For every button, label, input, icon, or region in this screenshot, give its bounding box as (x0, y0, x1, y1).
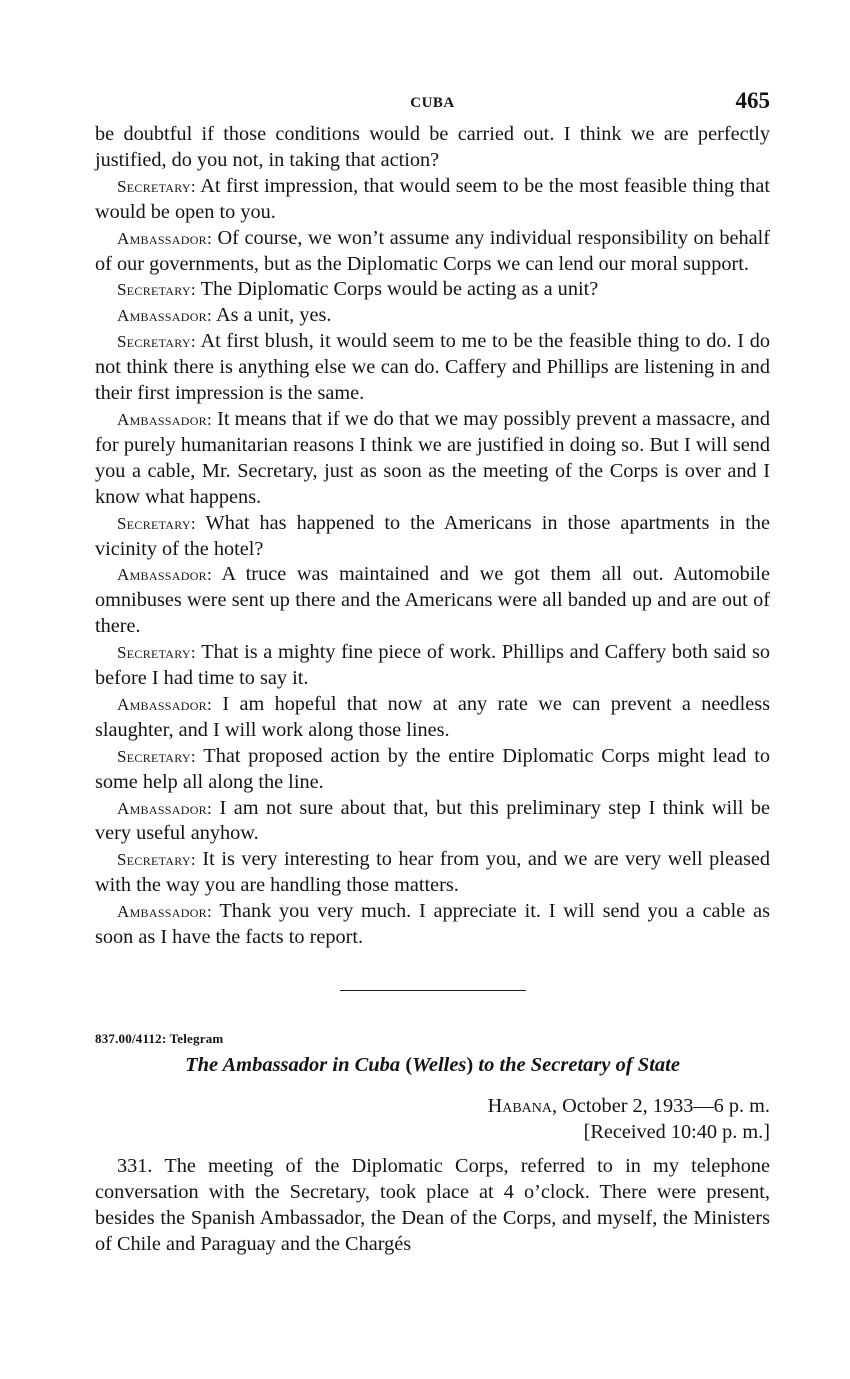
paragraph-text: That is a mighty fine piece of work. Phillips and Caffery both said so before I had time to say it. (95, 641, 770, 690)
paragraph-text: As a unit, yes. (212, 304, 332, 327)
transcript-paragraph (95, 744, 770, 796)
transcript-paragraph (95, 407, 770, 511)
speaker-label: Secretary: (117, 643, 196, 663)
speaker-label: Secretary: (117, 280, 196, 300)
speaker-label: Secretary: (117, 332, 196, 352)
speaker-label: Ambassador: (117, 902, 212, 922)
transcript-paragraph (95, 640, 770, 692)
paragraph-text: I am not sure about that, but this preliminary step I think will be very useful anyhow. (95, 796, 770, 845)
document-page (95, 88, 770, 1258)
heading-text: to the Secretary of State (473, 1054, 680, 1076)
transcript-paragraph (95, 796, 770, 848)
transcript-paragraph (95, 277, 770, 303)
paragraph-text: At first blush, it would seem to me to be the feasible thing to do. I do not think there is anything else we can do. Caffery and Phillips are listening in and their first impression is the same. (95, 330, 770, 405)
heading-text: The Ambassador in Cuba (185, 1054, 406, 1076)
page-number: 465 (735, 88, 770, 113)
heading-paren-open: ( (405, 1054, 413, 1076)
running-head (95, 88, 770, 122)
telegram-body (95, 1154, 770, 1258)
paragraph-text: Of course, we won’t assume any individual responsibility on behalf of our governments, but as the Diplomatic Corps we can lend our moral support. (95, 226, 770, 275)
paragraph-text: be doubtful if those conditions would be carried out. I think we are perfectly justified, do you not, in taking that action? (95, 123, 770, 171)
transcript-paragraph (95, 562, 770, 640)
transcript-paragraph (95, 303, 770, 329)
speaker-label: Ambassador: (117, 565, 212, 585)
paragraph-text: I am hopeful that now at any rate we can prevent a needless slaughter, and I will work along those lines. (95, 692, 770, 741)
transcript-paragraph (95, 122, 770, 174)
speaker-label: Secretary: (117, 850, 196, 870)
dateline-place: Habana, (487, 1095, 558, 1117)
section-divider (340, 990, 526, 991)
speaker-label: Secretary: (117, 513, 196, 533)
transcript-paragraph (95, 329, 770, 407)
document-heading (95, 1054, 770, 1077)
dateline (95, 1093, 770, 1119)
heading-name: Welles (412, 1054, 467, 1076)
paragraph-text: A truce was maintained and we got them all out. Automobile omnibuses were sent up there and the Americans were all banded up and are out of there. (95, 563, 770, 638)
heading-paren-close: ) (466, 1054, 474, 1076)
speaker-label: Secretary: (117, 176, 196, 196)
file-reference: 837.00/4112: Telegram (95, 1031, 224, 1046)
paragraph-text: It is very interesting to hear from you, and we are very well pleased with the way you are handling those matters. (95, 848, 770, 897)
speaker-label: Ambassador: (117, 694, 212, 714)
transcript-paragraph (95, 511, 770, 563)
received-line: [Received 10:40 p. m.] (583, 1121, 770, 1143)
transcript-paragraph (95, 899, 770, 951)
transcript-paragraph (95, 847, 770, 899)
paragraph-text: What has happened to the Americans in those apartments in the vicinity of the hotel? (95, 511, 770, 560)
paragraph-text: The Diplomatic Corps would be acting as a unit? (195, 278, 599, 301)
paragraph-text: It means that if we do that we may possibly prevent a massacre, and for purely humanitarian reasons I think we are justified in doing so. But I will send you a cable, Mr. Secretary, just as soon as the meeting of the Corps is over and I know what happens. (95, 407, 770, 508)
transcript-paragraph (95, 692, 770, 744)
paragraph-text: That proposed action by the entire Diplomatic Corps might lead to some help all along the line. (95, 744, 770, 793)
transcript (95, 122, 770, 951)
dateline-date: October 2, 1933—6 p. m. (557, 1095, 770, 1117)
transcript-paragraph (95, 226, 770, 278)
paragraph-text: Thank you very much. I appreciate it. I will send you a cable as soon as I have the facts to report. (95, 900, 770, 949)
speaker-label: Ambassador: (117, 409, 212, 429)
speaker-label: Ambassador: (117, 798, 212, 818)
telegram-paragraph: 331. The meeting of the Diplomatic Corps, referred to in my telephone conversation with the Secretary, took place at 4 o’clock. There were present, besides the Spanish Ambassador, the Dean of the Corps, and myself, the Ministers of Chile and Paraguay and the Chargés (95, 1155, 770, 1255)
speaker-label: Ambassador: (117, 306, 212, 326)
transcript-paragraph (95, 174, 770, 226)
running-title: CUBA (410, 95, 455, 111)
speaker-label: Secretary: (117, 746, 196, 766)
speaker-label: Ambassador: (117, 228, 212, 248)
paragraph-text: At first impression, that would seem to be the most feasible thing that would be open to you. (95, 174, 770, 223)
